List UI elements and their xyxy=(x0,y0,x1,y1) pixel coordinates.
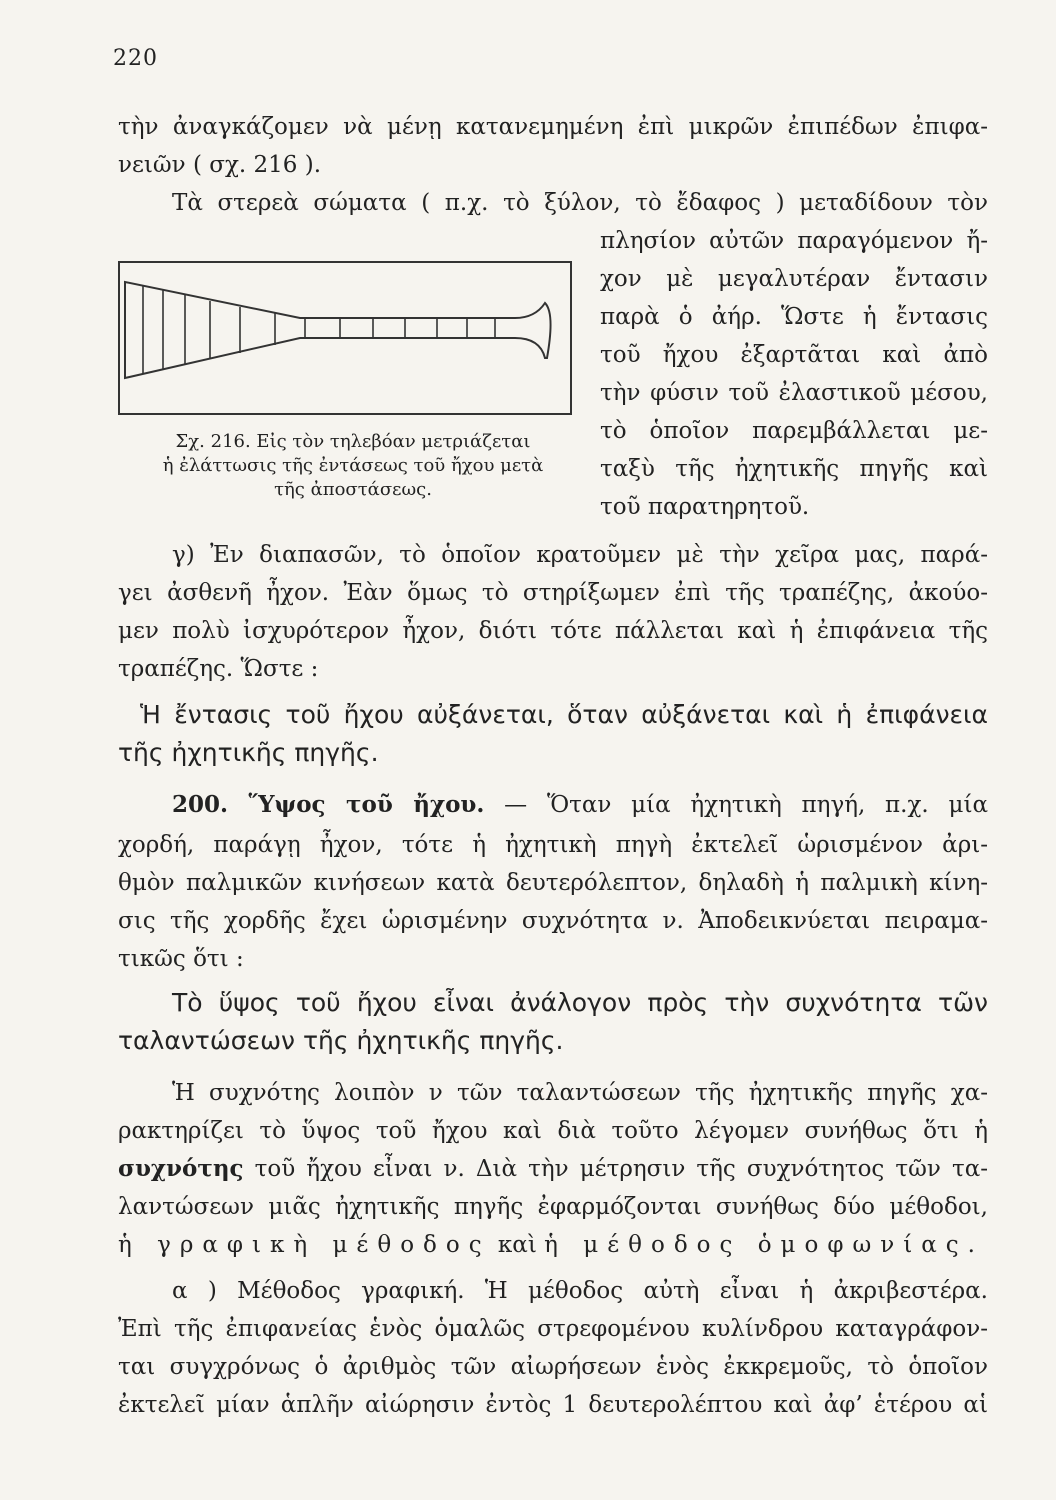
text-line: τὴν φύσιν τοῦ ἐλαστικοῦ μέσου, xyxy=(600,380,988,406)
text-line: Τὰ στερεὰ σώματα ( π.χ. τὸ ξύλον, τὸ ἔδαφος ) μεταδίδουν τὸν xyxy=(172,190,988,216)
text-line: τὸ ὁποῖον παρεμβάλλεται με- xyxy=(600,418,988,444)
text-line: ται συγχρόνως ὁ ἀριθμὸς τῶν αἰωρήσεων ἑνὸς ἐκκρεμοῦς, τὸ ὁποῖον xyxy=(118,1354,988,1380)
text-line: ταξὺ τῆς ἠχητικῆς πηγῆς καὶ xyxy=(600,456,988,482)
text-line: χον μὲ μεγαλυτέραν ἔντασιν xyxy=(600,266,988,292)
text-line: μεν πολὺ ἰσχυρότερον ἦχον, διότι τότε πάλλεται καὶ ἡ ἐπιφάνεια τῆς xyxy=(118,618,988,644)
text-line: α ) Μέθοδος γραφική. Ἡ μέθοδος αὐτὴ εἶναι ἡ ἀκριβεστέρα. xyxy=(172,1278,988,1304)
text-line: γει ἀσθενῆ ἦχον. Ἐὰν ὅμως τὸ στηρίξωμεν ἐπὶ τῆς τραπέζης, ἀκούο- xyxy=(118,580,988,606)
text-run: καὶ xyxy=(490,1232,545,1258)
spaced-term: ἡ γραφικὴ μέθοδος xyxy=(118,1232,491,1258)
emphasis-line: ταλαντώσεων τῆς ἠχητικῆς πηγῆς. xyxy=(118,1026,564,1055)
text-line: νειῶν ( σχ. 216 ). xyxy=(118,152,322,178)
emphasis-line: Τὸ ὕψος τοῦ ἤχου εἶναι ἀνάλογον πρὸς τὴν συχνότητα τῶν xyxy=(172,988,988,1017)
section-heading-line xyxy=(172,790,988,820)
text-line: τοῦ παρατηρητοῦ. xyxy=(600,494,810,520)
emphasis-line: Ἡ ἔντασις τοῦ ἤχου αὐξάνεται, ὅταν αὐξάνεται καὶ ἡ ἐπιφάνεια xyxy=(140,700,988,729)
text-line: ρακτηρίζει τὸ ὕψος τοῦ ἤχου καὶ διὰ τοῦτο λέγομεν συνήθως ὅτι ἡ xyxy=(118,1118,988,1144)
page-number: 220 xyxy=(113,46,158,71)
megaphone-figure xyxy=(115,258,575,418)
text-line: πλησίον αὐτῶν παραγόμενον ἤ- xyxy=(600,228,988,254)
caption-line: Σχ. 216. Εἰς τὸν τηλεβόαν μετριάζεται xyxy=(175,431,531,452)
text-line: σις τῆς χορδῆς ἔχει ὡρισμένην συχνότητα ν. Ἀποδεικνύεται πειραμα- xyxy=(118,908,988,934)
text-line: τοῦ ἤχου ἐξαρτᾶται καὶ ἀπὸ xyxy=(600,342,988,368)
text-line xyxy=(118,1154,988,1184)
figure-caption xyxy=(118,430,588,502)
text-line: ἐκτελεῖ μίαν ἁπλῆν αἰώρησιν ἐντὸς 1 δευτερολέπτου καὶ ἀφ’ ἑτέρου αἱ xyxy=(118,1392,988,1418)
text-line: λαντώσεων μιᾶς ἠχητικῆς πηγῆς ἐφαρμόζονται συνήθως δύο μέθοδοι, xyxy=(118,1194,988,1220)
bold-term: συχνότης xyxy=(118,1155,244,1182)
text-line: Ἐπὶ τῆς ἐπιφανείας ἑνὸς ὁμαλῶς στρεφομένου κυλίνδρου καταγράφον- xyxy=(118,1316,988,1342)
spaced-term: ἡ μέθοδος ὁμοφωνίας. xyxy=(544,1232,984,1258)
text-line: Ἡ συχνότης λοιπὸν ν τῶν ταλαντώσεων τῆς ἠχητικῆς πηγῆς χα- xyxy=(172,1080,988,1106)
text-line xyxy=(118,1230,988,1260)
text-run: τοῦ ἤχου εἶναι ν. Διὰ τὴν μέτρησιν τῆς συχνότητος τῶν τα- xyxy=(243,1156,988,1182)
text-line: τὴν ἀναγκάζομεν νὰ μένῃ κατανεμημένη ἐπὶ μικρῶν ἐπιπέδων ἐπιφα- xyxy=(118,114,988,140)
caption-line: ἡ ἐλάττωσις τῆς ἐντάσεως τοῦ ἤχου μετὰ xyxy=(162,455,544,476)
text-line: γ) Ἐν διαπασῶν, τὸ ὁποῖον κρατοῦμεν μὲ τὴν χεῖρα μας, παρά- xyxy=(172,542,988,568)
emphasis-line: τῆς ἠχητικῆς πηγῆς. xyxy=(118,738,379,767)
caption-line: τῆς ἀποστάσεως. xyxy=(274,479,432,500)
text-line: χορδή, παράγῃ ἦχον, τότε ἡ ἠχητικὴ πηγὴ ἐκτελεῖ ὡρισμένον ἀρι- xyxy=(118,832,988,858)
text-line: θμὸν παλμικῶν κινήσεων κατὰ δευτερόλεπτον, δηλαδὴ ἡ παλμικὴ κίνη- xyxy=(118,870,988,896)
text-line: τικῶς ὅτι : xyxy=(118,946,244,972)
text-run: — Ὅταν μία ἠχητικὴ πηγή, π.χ. μία xyxy=(484,792,988,818)
section-heading: 200. Ὕψος τοῦ ἤχου. xyxy=(172,791,485,818)
text-line: τραπέζης. Ὥστε : xyxy=(118,656,319,682)
text-line: παρὰ ὁ ἀήρ. Ὥστε ἡ ἔντασις xyxy=(600,304,988,330)
